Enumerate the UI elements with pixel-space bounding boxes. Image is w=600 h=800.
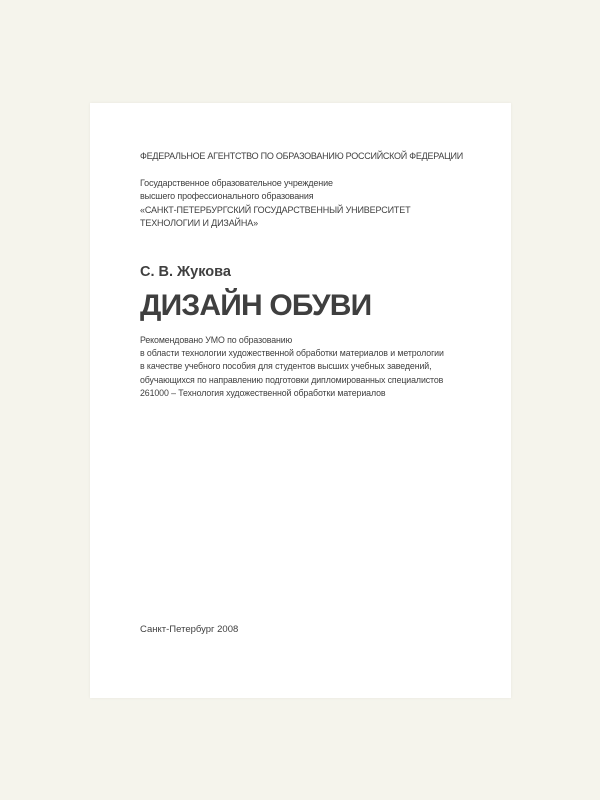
author-name: С. В. Жукова (140, 264, 231, 280)
recommendation-block (140, 334, 444, 400)
book-title: ДИЗАЙН ОБУВИ (140, 289, 372, 322)
institution-block (140, 177, 410, 230)
recommendation-line-5: 261000 – Технология художественной обработки материалов (140, 387, 386, 398)
institution-line-2: высшего профессионального образования (140, 191, 314, 202)
institution-line-3: «САНКТ-ПЕТЕРБУРГСКИЙ ГОСУДАРСТВЕННЫЙ УНИВЕРСИТЕТ (140, 204, 411, 215)
recommendation-line-4: обучающихся по направлению подготовки дипломированных специалистов (140, 374, 444, 385)
institution-line-4: ТЕХНОЛОГИИ И ДИЗАЙНА» (140, 217, 258, 228)
recommendation-line-3: в качестве учебного пособия для студентов высших учебных заведений, (140, 361, 432, 372)
institution-line-1: Государственное образовательное учреждение (140, 178, 333, 188)
imprint-line: Санкт-Петербург 2008 (140, 624, 239, 635)
recommendation-line-1: Рекомендовано УМО по образованию (140, 335, 293, 345)
federal-agency-line: ФЕДЕРАЛЬНОЕ АГЕНТСТВО ПО ОБРАЗОВАНИЮ РОССИЙСКОЙ ФЕДЕРАЦИИ (140, 151, 463, 161)
recommendation-line-2: в области технологии художественной обработки материалов и метрологии (140, 348, 444, 359)
book-title-page (90, 103, 511, 698)
